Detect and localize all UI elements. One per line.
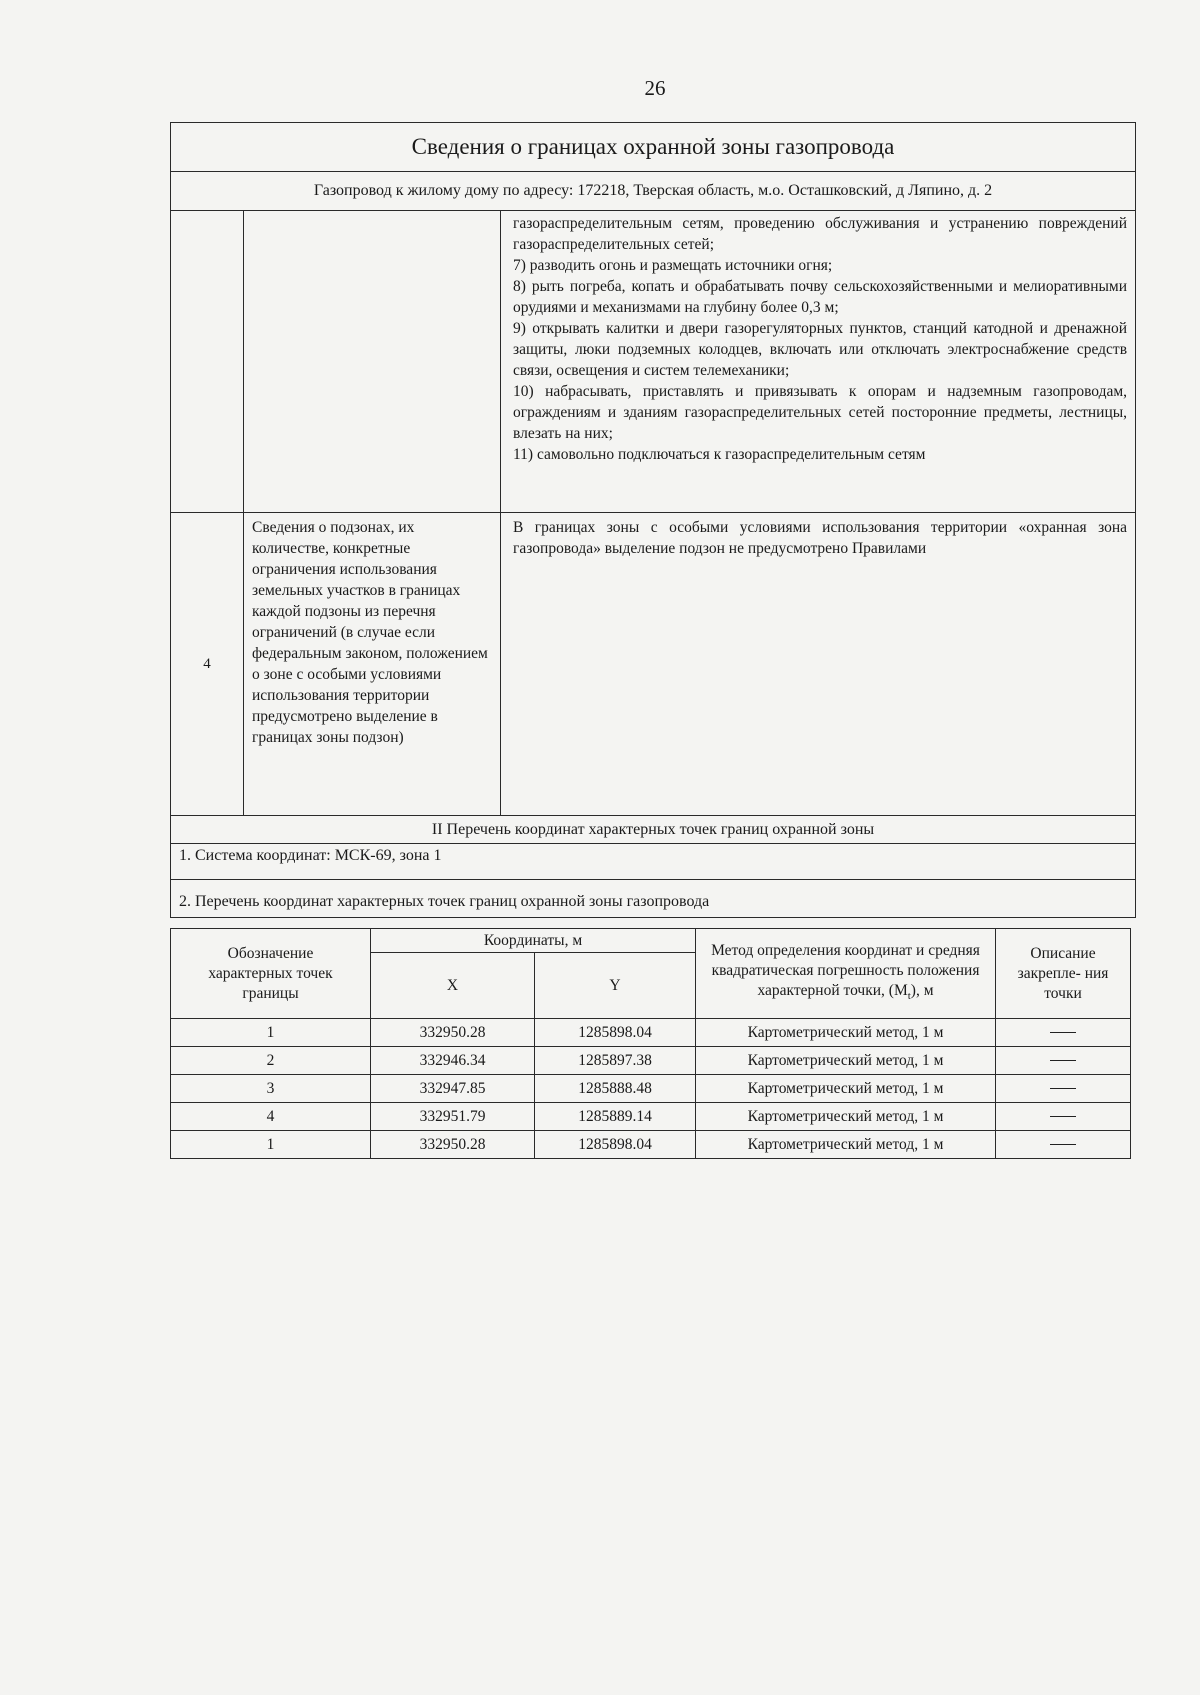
table-row — [171, 1075, 1131, 1103]
y-cell: 1285897.38 — [535, 1047, 696, 1075]
coordinate-list-title: 2. Перечень координат характерных точек границ охранной зоны газопровода — [171, 880, 1136, 918]
x-cell: 332947.85 — [371, 1075, 535, 1103]
header-designation: Обозначение характерных точек границы — [171, 929, 371, 1019]
coordinate-system: 1. Система координат: МСК-69, зона 1 — [171, 844, 1136, 880]
subzones-label: Сведения о подзонах, их количестве, конкретные ограничения использования земельных участков в границах каждой подзоны из перечня ограничений (в случае если федеральным законом, положением о зоне с особыми условиями использования территории предусмотрено выделение в границах зоны подзон) — [244, 513, 501, 816]
table-row — [171, 1103, 1131, 1131]
y-cell: 1285888.48 — [535, 1075, 696, 1103]
x-cell: 332950.28 — [371, 1019, 535, 1047]
zone-info-table — [170, 122, 1136, 918]
subzones-content: В границах зоны с особыми условиями использования территории «охранная зона газопровода» выделение подзон не предусмотрено Правилами — [501, 513, 1136, 816]
method-cell: Картометрический метод, 1 м — [696, 1019, 996, 1047]
restriction-paragraph: 11) самовольно подключаться к газораспределительным сетям — [513, 446, 926, 463]
point-cell: 4 — [171, 1103, 371, 1131]
method-cell: Картометрический метод, 1 м — [696, 1103, 996, 1131]
header-coordinates: Координаты, м — [371, 929, 696, 953]
header-y: Y — [535, 953, 696, 1019]
description-cell — [996, 1131, 1131, 1159]
point-cell: 2 — [171, 1047, 371, 1075]
y-cell: 1285889.14 — [535, 1103, 696, 1131]
y-cell: 1285898.04 — [535, 1019, 696, 1047]
document-subtitle: Газопровод к жилому дому по адресу: 172218, Тверская область, м.о. Осташковский, д Ляпино, д. 2 — [171, 172, 1136, 211]
header-method: Метод определения координат и средняя квадратическая погрешность положения характерной точки, $(M_t)$, м — [696, 929, 996, 1019]
header-description: Описание закрепле- ния точки — [996, 929, 1131, 1019]
coordinates-table — [170, 928, 1131, 1159]
dash-mark — [1050, 1144, 1076, 1145]
point-cell: 1 — [171, 1131, 371, 1159]
section-title: II Перечень координат характерных точек границ охранной зоны — [171, 816, 1136, 844]
point-cell: 1 — [171, 1019, 371, 1047]
x-cell: 332946.34 — [371, 1047, 535, 1075]
description-cell — [996, 1103, 1131, 1131]
y-cell: 1285898.04 — [535, 1131, 696, 1159]
table-row — [171, 1019, 1131, 1047]
description-cell — [996, 1047, 1131, 1075]
method-cell: Картометрический метод, 1 м — [696, 1075, 996, 1103]
header-x: X — [371, 953, 535, 1019]
page-number: 26 — [644, 76, 666, 100]
description-cell — [996, 1019, 1131, 1047]
dash-mark — [1050, 1116, 1076, 1117]
method-cell: Картометрический метод, 1 м — [696, 1131, 996, 1159]
table-row — [171, 1131, 1131, 1159]
restrictions-label-cell — [244, 211, 501, 513]
row-number: 4 — [171, 513, 244, 816]
dash-mark — [1050, 1060, 1076, 1061]
restrictions-content — [501, 211, 1136, 513]
restriction-paragraph: 7) разводить огонь и размещать источники огня; — [513, 257, 833, 274]
x-cell: 332950.28 — [371, 1131, 535, 1159]
dash-mark — [1050, 1088, 1076, 1089]
restriction-paragraph: 9) открывать калитки и двери газорегуляторных пунктов, станций катодной и дренажной защиты, люки подземных колодцев, включать или отключать электроснабжение средств связи, освещения и систем телемеханики; — [513, 320, 1128, 379]
x-cell: 332951.79 — [371, 1103, 535, 1131]
restriction-paragraph: 8) рыть погреба, копать и обрабатывать почву сельскохозяйственными и мелиоративными орудиями и механизмами на глубину более 0,3 м; — [513, 278, 1128, 316]
restrictions-number-cell — [171, 211, 244, 513]
point-cell: 3 — [171, 1075, 371, 1103]
table-row — [171, 1047, 1131, 1075]
dash-mark — [1050, 1032, 1076, 1033]
description-cell — [996, 1075, 1131, 1103]
method-cell: Картометрический метод, 1 м — [696, 1047, 996, 1075]
document-title: Сведения о границах охранной зоны газопровода — [171, 123, 1136, 172]
restriction-paragraph: 10) набрасывать, приставлять и привязывать к опорам и надземным газопроводам, ограждениям и зданиям газораспределительных сетей посторонние предметы, лестницы, влезать на них; — [513, 383, 1128, 442]
restriction-paragraph: газораспределительным сетям, проведению обслуживания и устранению повреждений газораспределительных сетей; — [513, 215, 1128, 253]
